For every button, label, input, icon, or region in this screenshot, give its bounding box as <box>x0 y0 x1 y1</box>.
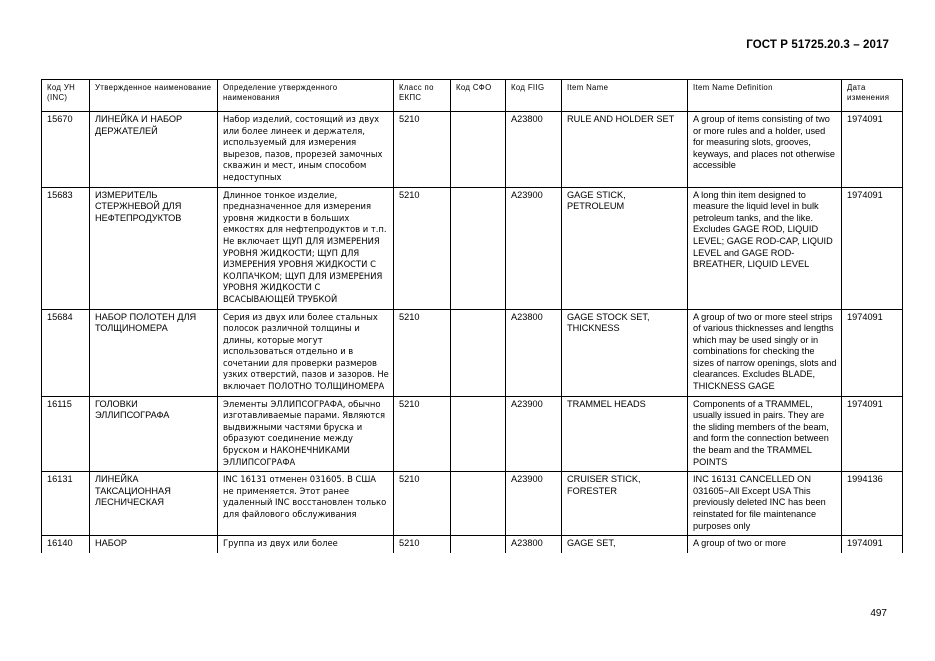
table-row <box>42 536 903 553</box>
cell-fiig: A23900 <box>506 472 562 536</box>
cell-fiig: A23900 <box>506 396 562 472</box>
cell-sfo <box>451 396 506 472</box>
cell-class: 5210 <box>394 187 451 309</box>
cell-item-name: RULE AND HOLDER SET <box>562 112 688 188</box>
cell-item-definition: A group of items consisting of two or more rules and a holder, used for measuring slots, grooves, keyways, and places not otherwise accessible <box>688 112 842 188</box>
cell-item-definition: Components of a TRAMMEL, usually issued in pairs. They are the sliding members of the beam, and form the connection between the beam and the TRAMMEL POINTS <box>688 396 842 472</box>
table-row <box>42 187 903 309</box>
cell-item-name: CRUISER STICK, FORESTER <box>562 472 688 536</box>
column-header-sfo: Код СФО <box>451 80 506 112</box>
cell-approved-name: ЛИНЕЙКА ТАКСАЦИОННАЯ ЛЕСНИЧЕСКАЯ <box>90 472 218 536</box>
cell-item-name: GAGE STOCK SET, THICKNESS <box>562 309 688 396</box>
cell-definition: Длинное тонкое изделие, предназначенное для измерения уровня жидкости в больших емкостях для нефтепродуктов и т.п. Не включает ЩУП ДЛЯ ИЗМЕРЕНИЯ УРОВНЯ ЖИДКОСТИ; ЩУП ДЛЯ ИЗМЕРЕНИЯ УРОВНЯ ЖИДКОСТИ С КОЛПАЧКОМ; ЩУП ДЛЯ ИЗМЕРЕНИЯ УРОВНЯ ЖИДКОСТИ С ВСАСЫВАЮЩЕЙ ТРУБКОЙ <box>218 187 394 309</box>
cell-approved-name: НАБОР ПОЛОТЕН ДЛЯ ТОЛЩИНОМЕРА <box>90 309 218 396</box>
page-number: 497 <box>870 608 887 619</box>
column-header-inc: Код УН (INC) <box>42 80 90 112</box>
column-header-fiig: Код FIIG <box>506 80 562 112</box>
cell-date: 1994136 <box>842 472 903 536</box>
cell-definition: Набор изделий, состоящий из двух или более линеек и держателя, используемый для измерения вырезов, пазов, прорезей замочных скважин и мест, иным способом недоступных <box>218 112 394 188</box>
column-header-date: Дата изменения <box>842 80 903 112</box>
column-header-item-name: Item Name <box>562 80 688 112</box>
cell-item-name: GAGE STICK, PETROLEUM <box>562 187 688 309</box>
cell-definition: INC 16131 отменен 031605. В США не применяется. Этот ранее удаленный INC восстановлен только для файлового обслуживания <box>218 472 394 536</box>
cell-date: 1974091 <box>842 536 903 553</box>
column-header-class: Класс по ЕКПС <box>394 80 451 112</box>
table-row <box>42 472 903 536</box>
cell-item-name: TRAMMEL HEADS <box>562 396 688 472</box>
cell-inc: 15684 <box>42 309 90 396</box>
cell-fiig: A23900 <box>506 187 562 309</box>
cell-item-definition: INC 16131 CANCELLED ON 031605~All Except USA This previously deleted INC has been reinstated for file maintenance purposes only <box>688 472 842 536</box>
cell-definition: Серия из двух или более стальных полосок различной толщины и длины, которые могут использоваться отдельно и в сочетании для проверки размеров узких отверстий, пазов и зазоров. Не включает ПОЛОТНО ТОЛЩИНОМЕРА <box>218 309 394 396</box>
document-header: ГОСТ Р 51725.20.3 – 2017 <box>746 39 889 51</box>
cell-fiig: A23800 <box>506 309 562 396</box>
cell-inc: 16140 <box>42 536 90 553</box>
cell-class: 5210 <box>394 112 451 188</box>
cell-date: 1974091 <box>842 309 903 396</box>
cell-approved-name: ЛИНЕЙКА И НАБОР ДЕРЖАТЕЛЕЙ <box>90 112 218 188</box>
column-header-definition: Определение утвержденного наименования <box>218 80 394 112</box>
cell-class: 5210 <box>394 536 451 553</box>
cell-item-definition: A group of two or more <box>688 536 842 553</box>
cell-item-name: GAGE SET, <box>562 536 688 553</box>
table-row <box>42 396 903 472</box>
cell-approved-name: ИЗМЕРИТЕЛЬ СТЕРЖНЕВОЙ ДЛЯ НЕФТЕПРОДУКТОВ <box>90 187 218 309</box>
cell-approved-name: НАБОР <box>90 536 218 553</box>
cell-date: 1974091 <box>842 187 903 309</box>
cell-definition: Элементы ЭЛЛИПСОГРАФА, обычно изготавливаемые парами. Являются выдвижными частями бруска и образуют соединение между бруском и НАКОНЕЧНИКАМИ ЭЛЛИПСОГРАФА <box>218 396 394 472</box>
cell-inc: 16115 <box>42 396 90 472</box>
cell-inc: 16131 <box>42 472 90 536</box>
registry-table <box>41 79 903 553</box>
cell-date: 1974091 <box>842 112 903 188</box>
cell-date: 1974091 <box>842 396 903 472</box>
cell-sfo <box>451 536 506 553</box>
table-header-row <box>42 80 903 112</box>
cell-inc: 15683 <box>42 187 90 309</box>
cell-definition: Группа из двух или более <box>218 536 394 553</box>
column-header-item-definition: Item Name Definition <box>688 80 842 112</box>
cell-item-definition: A group of two or more steel strips of various thicknesses and lengths which may be used singly or in combinations for checking the sizes of narrow openings, slots and clearances. Excludes BLADE, THICKNESS GAGE <box>688 309 842 396</box>
cell-approved-name: ГОЛОВКИ ЭЛЛИПСОГРАФА <box>90 396 218 472</box>
table-row <box>42 309 903 396</box>
cell-sfo <box>451 309 506 396</box>
cell-class: 5210 <box>394 396 451 472</box>
cell-fiig: A23800 <box>506 536 562 553</box>
column-header-approved-name: Утвержденное наименование <box>90 80 218 112</box>
cell-class: 5210 <box>394 472 451 536</box>
cell-fiig: A23800 <box>506 112 562 188</box>
cell-sfo <box>451 187 506 309</box>
cell-sfo <box>451 472 506 536</box>
cell-inc: 15670 <box>42 112 90 188</box>
cell-item-definition: A long thin item designed to measure the liquid level in bulk petroleum tanks, and the like. Excludes GAGE ROD, LIQUID LEVEL; GAGE ROD-CAP, LIQUID LEVEL and GAGE ROD-BREATHER, LIQUID LEVEL <box>688 187 842 309</box>
table-row <box>42 112 903 188</box>
cell-sfo <box>451 112 506 188</box>
cell-class: 5210 <box>394 309 451 396</box>
